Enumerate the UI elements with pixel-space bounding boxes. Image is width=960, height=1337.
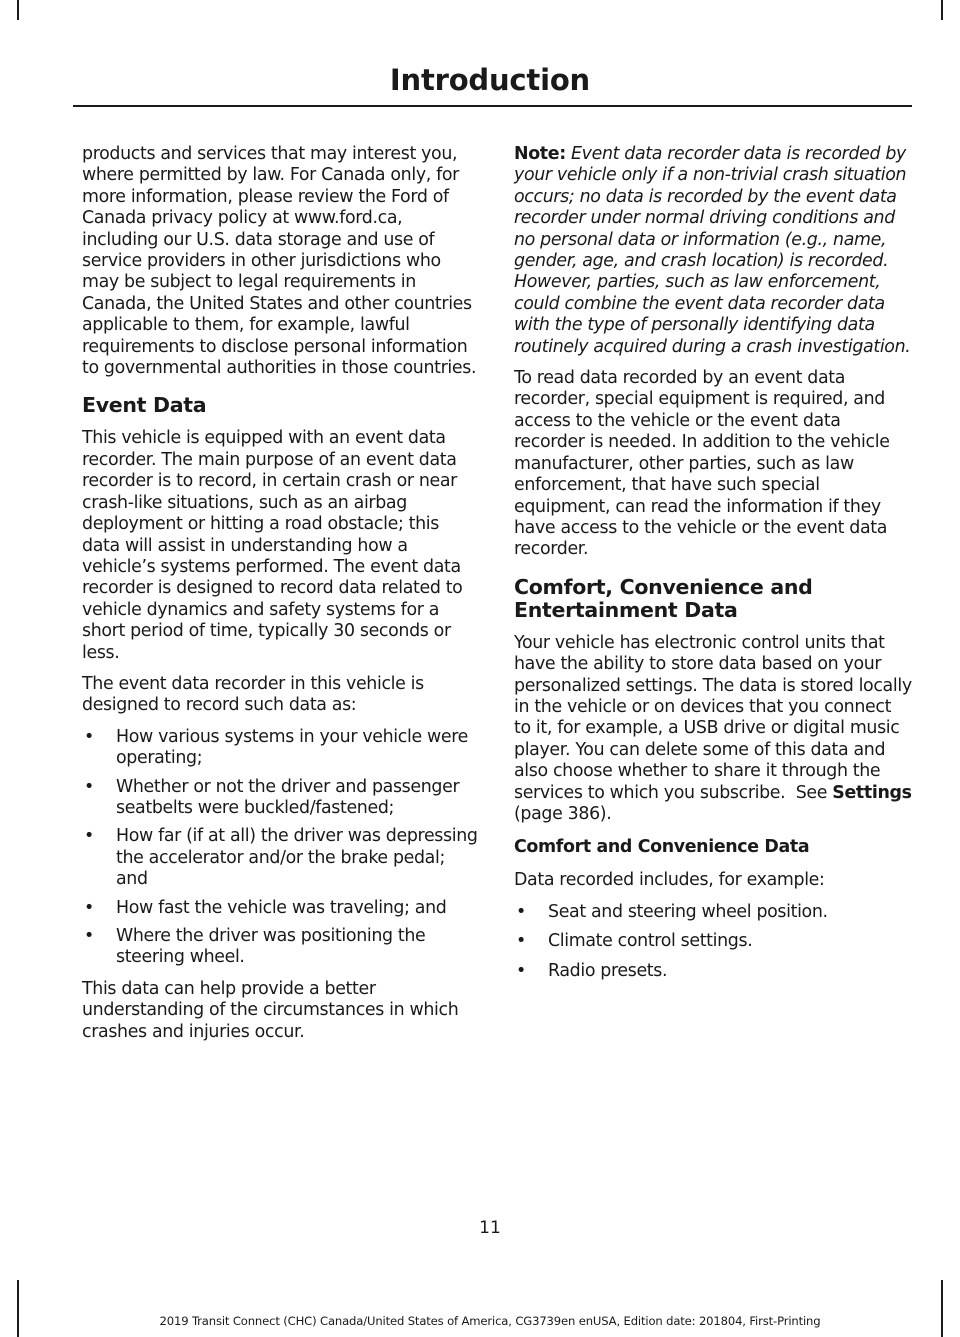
list-item [82, 898, 480, 919]
note-event-data [514, 144, 912, 358]
heading-event-data: Event Data [82, 393, 207, 418]
list-item-text: Climate control settings. [548, 931, 753, 952]
list-item [514, 931, 912, 952]
paragraph-reading-data: To read data recorded by an event data recorder, special equipment is required, and access to the vehicle or the event data recorder is needed. In addition to the vehicle manufacturer, other parties, such as law enforcement, that have such special equipment, can read the information if they have access to the vehicle or the event data recorder. [514, 368, 890, 560]
page-number: 11 [479, 1218, 501, 1238]
paragraph-event-data-intro: This vehicle is equipped with an event data recorder. The main purpose of an event data recorder is to record, in certain crash or near crash-like situations, such as an airbag deployment or hitting a road obstacle; this data will assist in understanding how a vehicle’s systems performed. The event data recorder is designed to record data related to vehicle dynamics and safety systems for a short period of time, typically 30 seconds or less. [82, 428, 463, 663]
note-text: Event data recorder data is recorded by your vehicle only if a non-trivial crash situation occurs; no data is recorded by the event data recorder under normal driving conditions and no personal data or information (e.g., name, gender, age, and crash location) is recorded. However, parties, such as law enforcement, could combine the event data recorder data with the type of personally identifying data routinely acquired during a crash investigation. [514, 144, 911, 357]
paragraph-event-data-purpose: This data can help provide a better understanding of the circumstances in which crashes and injuries occur. [82, 978, 459, 1042]
header-divider [73, 105, 912, 107]
paragraph-comfort-text: Your vehicle has electronic control units that have the ability to store data based on your personalized settings. The data is stored locally in the vehicle or on devices that you connect to it, for example, a USB drive or digital music player. You can delete some of this data and also choose whether to share it through the services to which you subscribe. [514, 632, 912, 803]
list-item [82, 727, 480, 770]
bullet-glyph: • [516, 931, 526, 952]
list-item-text: How various systems in your vehicle were operating; [116, 726, 468, 769]
paragraph-comfort-data [514, 633, 912, 826]
crop-mark-top-right [941, 0, 943, 20]
list-item-text: Whether or not the driver and passenger seatbelts were buckled/fastened; [116, 776, 460, 818]
xref-prefix: See [795, 782, 828, 803]
list-item-text: Radio presets. [548, 960, 668, 981]
list-item-text: Where the driver was positioning the steering wheel. [116, 926, 426, 968]
list-item-text: Seat and steering wheel position. [548, 901, 828, 922]
page-header-title: Introduction [389, 63, 590, 97]
paragraph-data-recorded: Data recorded includes, for example: [514, 870, 825, 891]
crop-mark-top-left [17, 0, 19, 20]
xref-page: (page 386). [514, 803, 612, 824]
list-item [514, 902, 912, 923]
paragraph-event-data-record: The event data recorder in this vehicle is designed to record such data as: [82, 673, 424, 716]
heading-comfort-convenience-entertainment: Comfort, Convenience and Entertainment Data [514, 574, 813, 622]
bullet-glyph: • [84, 726, 94, 747]
list-item [514, 961, 912, 982]
bullet-glyph: • [516, 960, 526, 981]
list-item [82, 777, 480, 820]
note-label: Note: [514, 144, 566, 164]
bullet-glyph: • [84, 926, 94, 946]
list-item-text: How fast the vehicle was traveling; and [116, 897, 447, 918]
paragraph-privacy-continued: products and services that may interest you, where permitted by law. For Canada only, for more information, please review the Ford of Canada privacy policy at www.ford.ca, including our U.S. data storage and use of service providers in other jurisdictions who may be subject to legal requirements in Canada, the United States and other countries applicable to them, for example, lawful requirements to disclose personal information to governmental authorities in those countries. [82, 144, 477, 379]
page-footer: 2019 Transit Connect (CHC) Canada/United States of America, CG3739en enUSA, Edition date: 201804, First-Printing [159, 1314, 821, 1328]
left-column [82, 144, 480, 1053]
bullet-glyph: • [84, 826, 94, 847]
list-item-text: How far (if at all) the driver was depressing the accelerator and/or the brake pedal; and [116, 826, 478, 890]
list-item [82, 926, 480, 969]
subheading-comfort-convenience-data: Comfort and Convenience Data [514, 837, 810, 858]
bullet-glyph: • [84, 776, 94, 797]
event-data-list [82, 727, 480, 969]
list-item [82, 826, 480, 890]
settings-link[interactable]: Settings [832, 782, 912, 803]
right-column [514, 144, 912, 992]
bullet-glyph: • [84, 897, 94, 918]
comfort-data-list [514, 902, 912, 982]
bullet-glyph: • [516, 901, 526, 922]
